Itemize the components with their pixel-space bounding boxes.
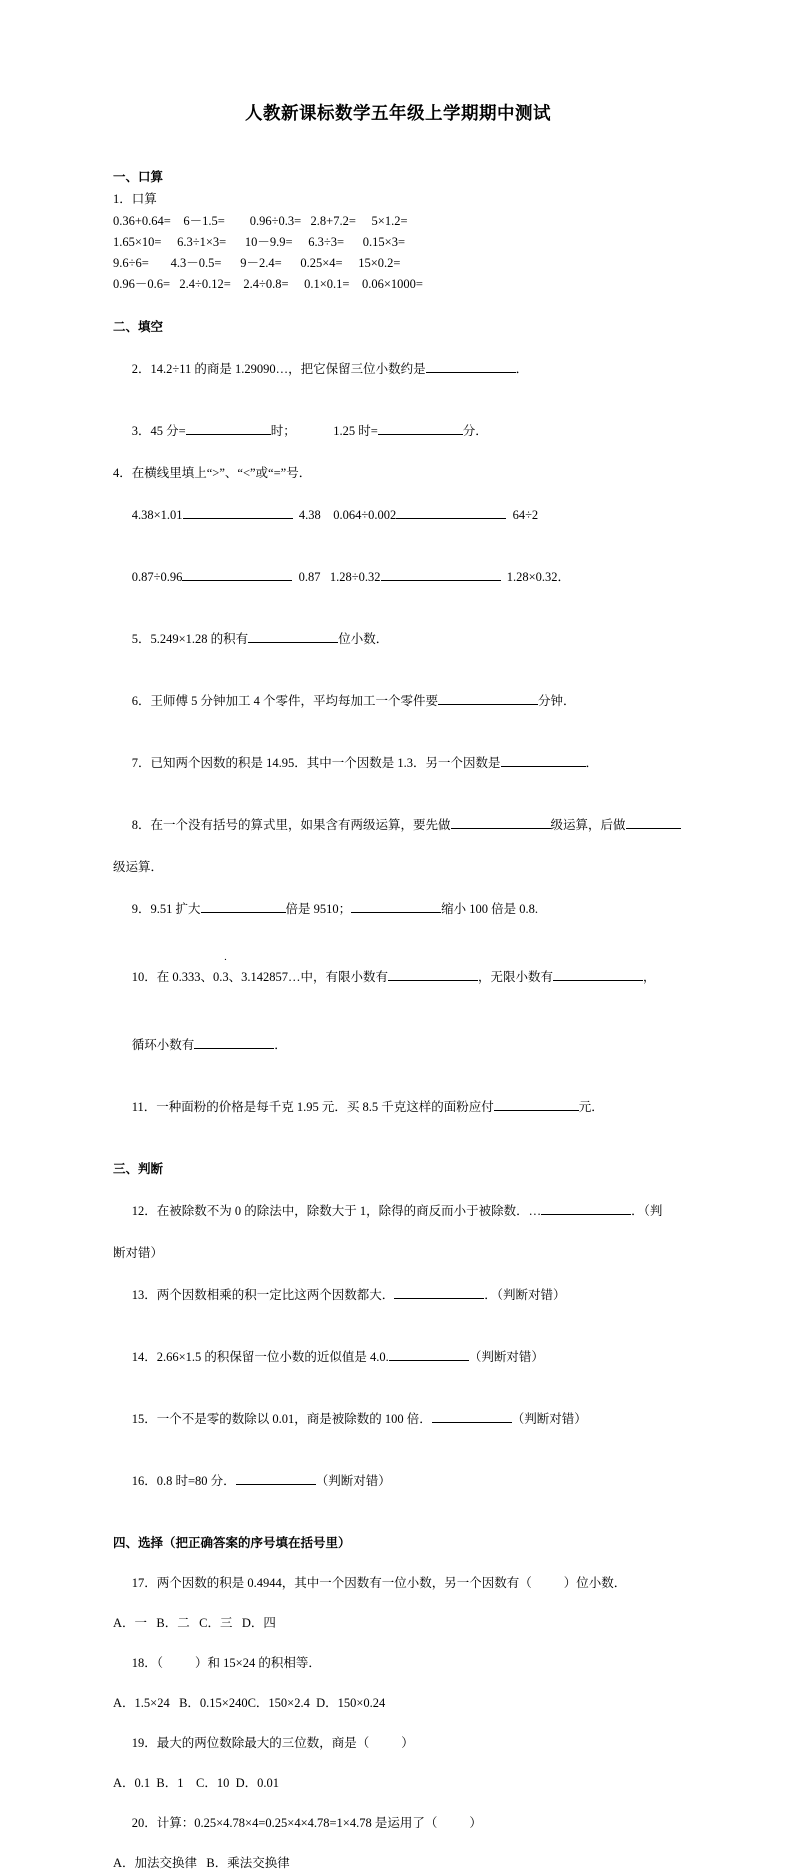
answer-blank[interactable]	[396, 506, 506, 519]
question-2-tail: ．	[515, 362, 529, 376]
question-6-text: 6．王师傅 5 分钟加工 4 个零件，平均每加工一个零件要	[131, 694, 439, 708]
question-9-mid: 倍是 9510；	[285, 902, 352, 916]
question-9	[113, 879, 683, 939]
section-heading-oral: 一、口算	[113, 170, 164, 184]
answer-blank[interactable]	[182, 568, 292, 581]
question-20-options[interactable]: A．加法交换律 B．乘法交换律	[113, 1856, 290, 1870]
repeating-decimal	[222, 954, 229, 989]
question-19-stem: 19．最大的两位数除最大的三位数，商是（	[131, 1736, 370, 1750]
question-10-cont-tail: ．	[274, 1038, 287, 1052]
question-16-text: 16．0.8 时=80 分．	[131, 1474, 236, 1488]
question-4: 4．在横线里填上“>”、“<”或“=”号．	[113, 466, 312, 480]
question-3-mid: 时； 1.25 时=	[270, 424, 378, 438]
question-19	[113, 1715, 683, 1772]
question-3-text: 3．45 分=	[131, 424, 186, 438]
section-heading-choice: 四、选择（把正确答案的序号填在括号里）	[113, 1536, 351, 1550]
question-19-stem-tail: ）	[401, 1736, 414, 1750]
answer-blank[interactable]	[351, 900, 441, 913]
document-content	[113, 0, 683, 1875]
question-8-mid: 级运算，后做	[550, 818, 626, 832]
question-13-tail: ．（判断对错）	[484, 1288, 566, 1302]
question-17	[113, 1555, 683, 1612]
question-6-tail: 分钟．	[538, 694, 576, 708]
question-15	[113, 1389, 683, 1449]
question-20	[113, 1795, 683, 1852]
question-11	[113, 1077, 683, 1137]
question-20-stem-tail: ）	[469, 1816, 482, 1830]
question-16	[113, 1451, 683, 1511]
question-2	[113, 339, 683, 399]
oral-row: 0.36+0.64= 6－1.5= 0.96÷0.3= 2.8+7.2= 5×1.2=	[113, 214, 408, 228]
question-13-text: 13．两个因数相乘的积一定比这两个因数都大．	[131, 1288, 395, 1302]
answer-blank[interactable]	[426, 360, 516, 373]
question-4-row-b	[113, 547, 683, 607]
answer-blank[interactable]	[451, 816, 551, 829]
q4a-expr3: 64÷2	[506, 508, 539, 522]
answer-blank[interactable]	[248, 630, 338, 643]
question-8-text: 8．在一个没有括号的算式里，如果含有两级运算，要先做	[131, 818, 451, 832]
question-17-options[interactable]: A．一 B．二 C．三 D．四	[113, 1616, 276, 1630]
oral-row: 0.96－0.6= 2.4÷0.12= 2.4÷0.8= 0.1×0.1= 0.06×1000=	[113, 277, 423, 291]
question-14-text: 14．2.66×1.5 的积保留一位小数的近似值是 4.0.	[131, 1350, 389, 1364]
question-9-tail: 缩小 100 倍是 0.8.	[441, 902, 539, 916]
answer-blank[interactable]	[194, 1036, 274, 1049]
answer-blank[interactable]	[501, 754, 586, 767]
question-15-tail: （判断对错）	[511, 1412, 587, 1426]
question-11-text: 11．一种面粉的价格是每千克 1.95 元．买 8.5 千克这样的面粉应付	[131, 1100, 494, 1114]
question-19-options[interactable]: A．0.1 B．1 C．10 D．0.01	[113, 1776, 279, 1790]
question-4-row-a	[113, 485, 683, 545]
question-10-cont-text: 循环小数有	[131, 1038, 195, 1052]
question-15-text: 15．一个不是零的数除以 0.01，商是被除数的 100 倍．	[131, 1412, 432, 1426]
oral-row: 9.6÷6= 4.3－0.5= 9－2.4= 0.25×4= 15×0.2=	[113, 256, 401, 270]
page-title: 人教新课标数学五年级上学期期中测试	[245, 103, 551, 123]
question-10-text-b: 、3.142857…中，有限小数有	[228, 970, 389, 984]
question-2-text: 2．14.2÷11 的商是 1.29090…，把它保留三位小数约是	[131, 362, 426, 376]
question-18-stem-tail: ）和 15×24 的积相等．	[195, 1656, 321, 1670]
question-20-stem: 20．计算：0.25×4.78×4=0.25×4×4.78=1×4.78 是运用了（	[131, 1816, 438, 1830]
question-10-mid: ，无限小数有	[478, 970, 554, 984]
question-18-stem: 18．（	[131, 1656, 164, 1670]
q4a-expr1: 4.38×1.01	[131, 508, 183, 522]
answer-blank[interactable]	[389, 1348, 469, 1361]
answer-blank[interactable]	[626, 816, 681, 829]
question-11-tail: 元．	[578, 1100, 604, 1114]
question-12-cont: 断对错）	[113, 1246, 164, 1260]
answer-blank[interactable]	[388, 968, 478, 981]
answer-blank[interactable]	[438, 692, 538, 705]
answer-blank[interactable]	[494, 1098, 579, 1111]
question-18	[113, 1635, 683, 1692]
question-12-tail: ．（判	[631, 1204, 663, 1218]
question-5	[113, 609, 683, 669]
answer-blank[interactable]	[541, 1202, 631, 1215]
answer-blank[interactable]	[381, 568, 501, 581]
question-7	[113, 733, 683, 793]
section-heading-judge: 三、判断	[113, 1162, 164, 1176]
question-13	[113, 1265, 683, 1325]
question-14-tail: （判断对错）	[468, 1350, 544, 1364]
question-17-stem: 17．两个因数的积是 0.4944，其中一个因数有一位小数，另一个因数有（	[131, 1576, 532, 1590]
question-7-text: 7．已知两个因数的积是 14.95．其中一个因数是 1.3．另一个因数是	[131, 756, 501, 770]
question-12-text: 12．在被除数不为 0 的除法中，除数大于 1，除得的商反而小于被除数．…	[131, 1204, 542, 1218]
answer-blank[interactable]	[201, 900, 286, 913]
answer-blank[interactable]	[378, 422, 463, 435]
question-12	[113, 1181, 683, 1241]
answer-blank[interactable]	[183, 506, 293, 519]
question-8	[113, 795, 683, 855]
q4a-expr2: 4.38 0.064÷0.002	[292, 508, 397, 522]
question-5-tail: 位小数．	[338, 632, 389, 646]
question-16-tail: （判断对错）	[315, 1474, 391, 1488]
question-10-tail: ，	[643, 970, 656, 984]
q4b-expr2: 0.87 1.28÷0.32	[292, 570, 381, 584]
question-17-stem-tail: ）位小数．	[563, 1576, 627, 1590]
answer-blank[interactable]	[186, 422, 271, 435]
question-10-cont	[113, 1015, 683, 1075]
question-7-tail: ．	[585, 756, 599, 770]
question-9-text: 9．9.51 扩大	[131, 902, 201, 916]
answer-blank[interactable]	[394, 1286, 484, 1299]
oral-item-label: 1．口算	[113, 192, 157, 206]
question-3	[113, 401, 683, 461]
section-heading-fill: 二、填空	[113, 320, 164, 334]
question-10	[113, 941, 683, 1013]
question-3-tail: 分．	[462, 424, 488, 438]
question-10-text: 10．在 0.333、0.	[131, 970, 223, 984]
q4b-expr3: 1.28×0.32．	[500, 570, 571, 584]
question-6	[113, 671, 683, 731]
answer-blank[interactable]	[236, 1472, 316, 1485]
question-5-text: 5．5.249×1.28 的积有	[131, 632, 249, 646]
question-8-cont: 级运算．	[113, 860, 164, 874]
question-14	[113, 1327, 683, 1387]
repeat-digit: 3	[222, 970, 229, 984]
answer-blank[interactable]	[553, 968, 643, 981]
q4b-expr1: 0.87÷0.96	[131, 570, 183, 584]
repeat-dot-icon: ·	[223, 954, 228, 966]
question-18-options[interactable]: A．1.5×24 B．0.15×240C．150×2.4 D．150×0.24	[113, 1696, 386, 1710]
oral-row: 1.65×10= 6.3÷1×3= 10－9.9= 6.3÷3= 0.15×3=	[113, 235, 405, 249]
answer-blank[interactable]	[432, 1410, 512, 1423]
